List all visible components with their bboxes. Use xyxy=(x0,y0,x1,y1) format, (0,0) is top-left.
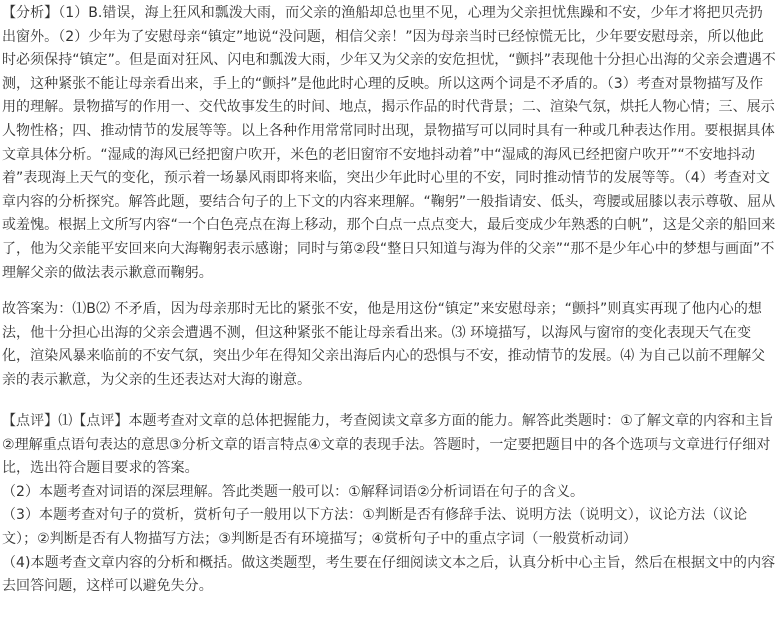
comment-first-line xyxy=(2,410,776,481)
analysis-label: 【分析】 xyxy=(2,5,59,21)
analysis-paragraph xyxy=(2,2,776,285)
answer-text: ⑴B⑵ 不矛盾，因为母亲那时无比的紧张不安，他是用这份“镇定”来安慰母亲；“颤抖”则真实再现了他内心的想法，他十分担心出海的父亲会遭遇不测，但这种紧张不能让母亲看出来。⑶ 环境描写，以海风与窗帘的变化表现天气在变化，渲染风暴来临前的不安气氛，突出少年在得知父亲出海后内心的恐惧与不安，推动情节的发展。⑷ 为自己以前不理解父亲的表示歉意，为父亲的生还表达对大海的谢意。 xyxy=(2,301,766,388)
comment-item-3: （3）本题考查对句子的赏析，赏析句子一般用以下方法：①判断是否有修辞手法、说明方法（说明文），议论方法（议论文）；②判断是否有人物描写方法；③判断是否有环境描写；④赏析句子中的重点字词（一般赏析动词） xyxy=(2,507,748,547)
comment-item-2: （2）本题考查对词语的深层理解。答此类题一般可以：①解释词语②分析词语在句子的含义。 xyxy=(2,483,585,500)
answer-label: 故答案为： xyxy=(2,301,73,317)
comment-label: 【点评】 xyxy=(2,413,59,429)
comment-item-4: （4)本题考查文章内容的分析和概括。做这类题型，考生要在仔细阅读文本之后，认真分析中心主旨，然后在根据文中的内容去回答问题，这样可以避免失分。 xyxy=(2,554,776,595)
analysis-text: （1）B.错误，海上狂风和瓢泼大雨，而父亲的渔船却总也里不见，心理为父亲担忧焦躁和不安，少年才将把贝壳扔出窗外。（2）少年为了安慰母亲“镇定”地说“没问题，相信父亲！”因为母亲当时已经惊慌无比，少年要安慰母亲，所以他此时必须保持“镇定”。但是面对狂风、闪电和瓢泼大雨，少年又为父亲的安危担忧，“颤抖”表现他十分担心出海的父亲会遭遇不测，这种紧张不能让母亲看出来，手上的“颤抖”是他此时心理的反映。所以这两个词是不矛盾的。（3）考查对景物描写及作用的理解。景物描写的作用一、交代故事发生的时间、地点，揭示作品的时代背景；二、渲染气氛，烘托人物心情；三、展示人物性格；四、推动情节的发展等等。以上各种作用常常同时出现，景物描写可以同时具有一种或几种表达作用。要根据具体文章具体分析。“湿咸的海风已经把窗户吹开，米色的老旧窗帘不安地抖动着”中“湿咸的海风已经把窗户吹开”“不安地抖动着”表现海上天气的变化，预示着一场暴风雨即将来临，突出少年此时心里的不安，同时推动情节的发展等等。（4）考查对文章内容的分析探究。解答此题，要结合句子的上下文的内容来理解。“鞠躬”一般指请安、低头，弯腰或屈膝以表示尊敬、屈从或羞愧。根据上文所写内容“一个白色亮点在海上移动，那个白点一点点变大，最后变成少年熟悉的白帆”，这是父亲的船回来了，他为父亲能平安回来向大海鞠躬表示感谢；同时与第②段“整日只知道与海为伴的父亲”“那不是少年心中的梦想与画面”不理解父亲的做法表示歉意而鞠躬。 xyxy=(2,5,776,281)
answer-paragraph xyxy=(2,298,776,392)
comment-item-1: ⑴【点评】本题考查对文章的总体把握能力，考查阅读文章多方面的能力。解答此类题时：①了解文章的内容和主旨②理解重点语句表达的意思③分析文章的语言特点④文章的表现手法。答题时，一定要把题目中的各个选项与文章进行仔细对比，选出符合题目要求的答案。 xyxy=(2,413,774,477)
comment-paragraph xyxy=(2,410,776,599)
